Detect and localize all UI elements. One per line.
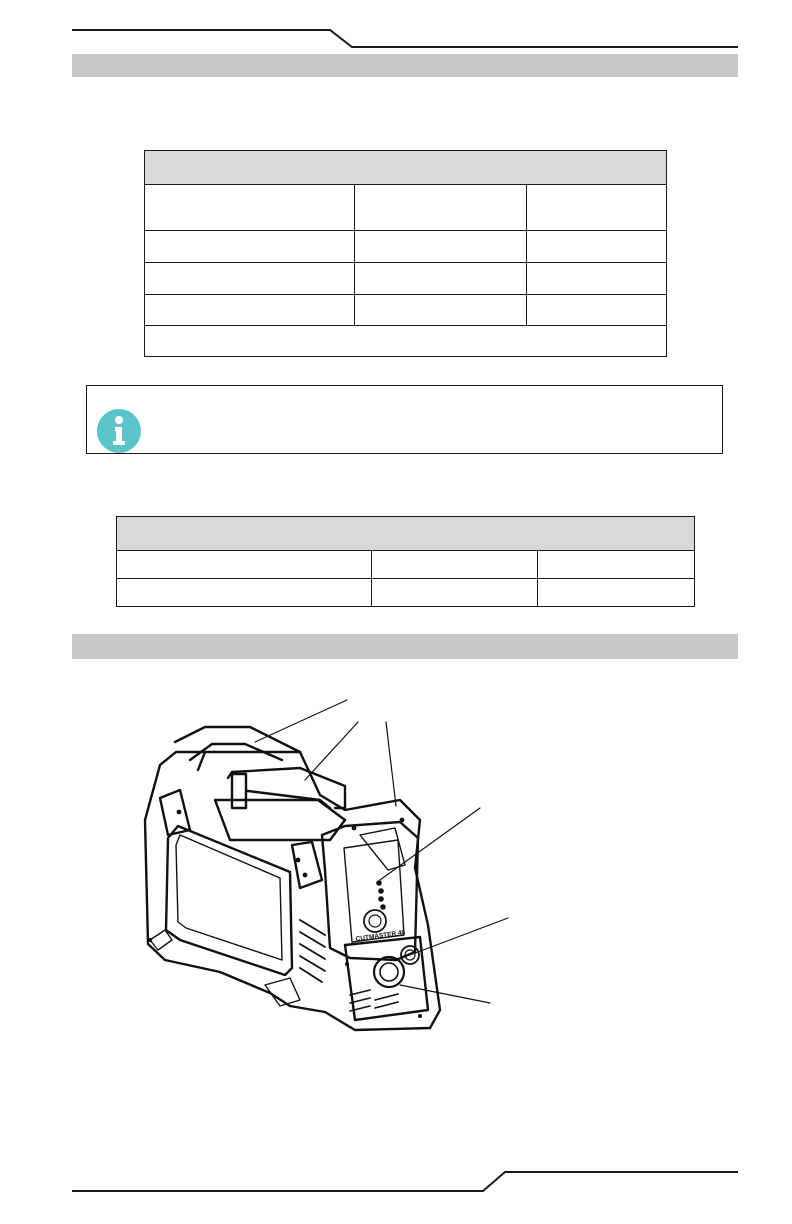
info-note <box>86 385 723 454</box>
table-cell <box>355 263 527 295</box>
table-cell <box>145 185 355 231</box>
table-title <box>117 517 695 551</box>
table-title-row <box>117 517 695 551</box>
table-cell <box>145 263 355 295</box>
table-title-row <box>145 151 667 185</box>
table-footnote-row <box>145 326 667 357</box>
table-cell <box>538 551 695 579</box>
table-row <box>145 231 667 263</box>
table-title <box>145 151 667 185</box>
table-footnote <box>145 326 667 357</box>
table-cell <box>372 579 538 607</box>
spec-table-1 <box>144 150 667 357</box>
table-row <box>145 263 667 295</box>
table-cell <box>145 231 355 263</box>
table-cell <box>527 185 667 231</box>
table-cell <box>117 579 372 607</box>
header-rule <box>0 0 792 60</box>
footer-rule <box>0 1160 792 1200</box>
section-heading-1 <box>72 54 738 77</box>
table-cell <box>527 231 667 263</box>
plasma-cutter-illustration <box>0 680 792 1060</box>
info-icon <box>96 408 142 454</box>
table-cell <box>527 295 667 326</box>
section-heading-2 <box>72 634 738 659</box>
section-title <box>72 639 78 653</box>
table-row <box>117 551 695 579</box>
section-title <box>72 58 78 72</box>
table-cell <box>355 231 527 263</box>
spec-table-2 <box>116 516 695 607</box>
table-row <box>145 295 667 326</box>
table-row <box>117 579 695 607</box>
table-cell <box>538 579 695 607</box>
table-cell <box>527 263 667 295</box>
table-cell <box>145 295 355 326</box>
table-cell <box>117 551 372 579</box>
table-cell <box>355 185 527 231</box>
table-cell <box>355 295 527 326</box>
table-header-row <box>145 185 667 231</box>
table-cell <box>372 551 538 579</box>
device-label: CUTMASTER 40 <box>355 929 406 943</box>
